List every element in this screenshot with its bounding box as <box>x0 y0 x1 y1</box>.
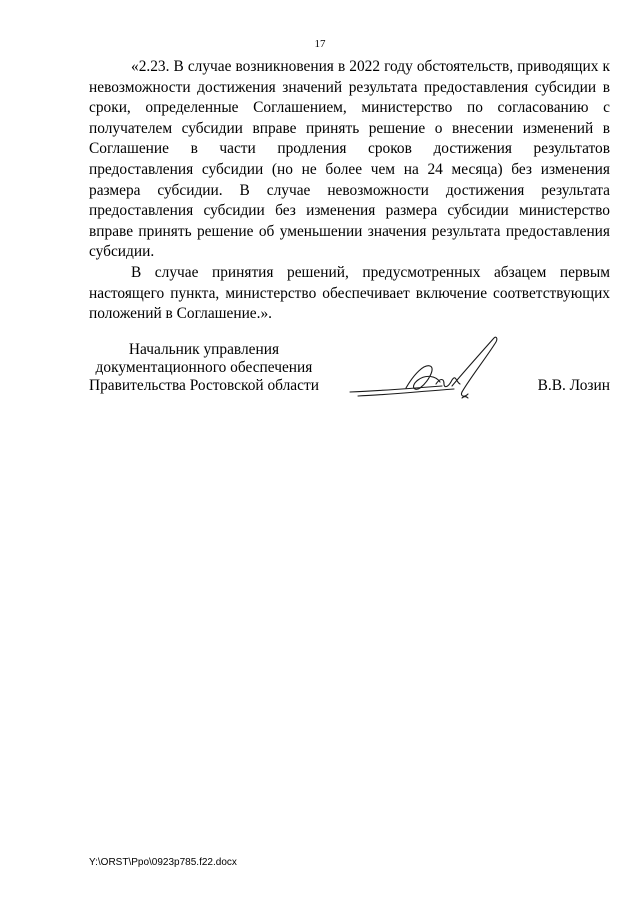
signatory-position-line: Начальник управления <box>128 341 280 358</box>
signatory-position <box>89 341 319 396</box>
file-path: Y:\ORST\Ppo\0923p785.f22.docx <box>89 857 237 868</box>
signatory-name: В.В. Лозин <box>537 377 610 394</box>
body-paragraph: В случае принятия решений, предусмотренных абзацем первым настоящего пункта, министерство обеспечивает включение соответствующих положений в Соглашение.». <box>89 263 610 323</box>
handwritten-signature <box>344 334 500 402</box>
page-number: 17 <box>314 38 326 50</box>
signatory-position-line: Правительства Ростовской области <box>89 377 319 395</box>
signatory-position-line: документационного обеспечения <box>95 359 313 377</box>
document-body <box>89 57 610 325</box>
body-paragraph: «2.23. В случае возникновения в 2022 году обстоятельств, приводящих к невозможности достижения значений результата предоставления субсидии в сроки, определенные Соглашением, министерство по согласованию с получателем субсидии вправе принять решение о внесении изменений в Соглашение в части продления сроков достижения результатов предоставления субсидии (но не более чем на 24 месяца) без изменения размера субсидии. В случае невозможности достижения результата предоставления субсидии без изменения размера субсидии министерство вправе принять решение об уменьшении значения результата предоставления субсидии. <box>89 58 610 261</box>
